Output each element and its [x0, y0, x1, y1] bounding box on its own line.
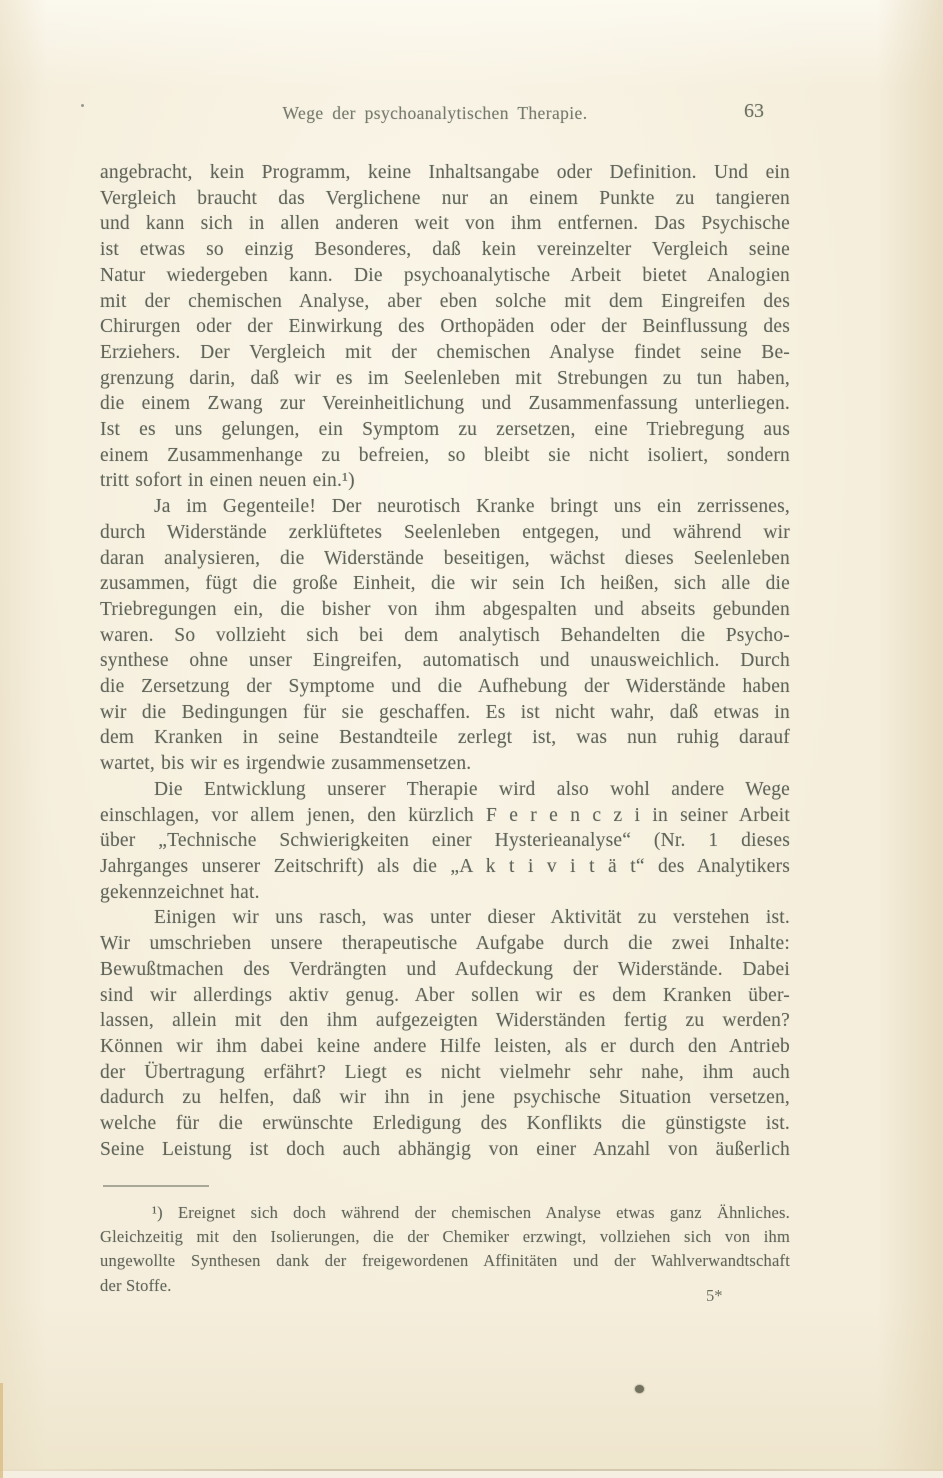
text-line: Jahrganges unserer Zeitschrift) als die „A k t i v i t ä t“ des Analytikers	[100, 855, 790, 877]
text-line: welche für die erwünschte Erledigung des Konflikts die günstigste ist.	[100, 1113, 790, 1135]
page-header	[80, 103, 790, 124]
text-line: ungewollte Synthesen dank der freigewordenen Affinitäten und der Wahlverwandtschaft	[100, 1251, 790, 1271]
text-line: wartet, bis wir es irgendwie zusammensetzen.	[100, 753, 472, 775]
text-line: dem Kranken in seine Bestandteile zerlegt ist, was nun ruhig darauf	[100, 727, 790, 749]
text-line: synthese ohne unser Eingreifen, automatisch und unausweichlich. Durch	[100, 650, 790, 672]
underlying-page-edge	[0, 1383, 3, 1478]
text-line: durch Widerstände zerklüftetes Seelenleben entgegen, und während wir	[100, 521, 790, 543]
text-line: und kann sich in allen anderen weit von ihm entfernen. Das Psychische	[100, 213, 790, 235]
text-line: Ja im Gegenteile! Der neurotisch Kranke bringt uns ein zerrissenes,	[154, 496, 790, 518]
text-line: sind wir allerdings aktiv genug. Aber sollen wir es dem Kranken über-	[100, 984, 790, 1006]
text-line: Vergleich braucht das Verglichene nur an einem Punkte zu tangieren	[100, 187, 790, 209]
page-number: 63	[744, 100, 764, 122]
text-line: einem Zusammenhange zu befreien, so bleibt sie nicht isoliert, sondern	[100, 444, 790, 466]
text-line: Chirurgen oder der Einwirkung des Orthopäden oder der Beinflussung des	[100, 316, 790, 338]
text-line: gekennzeichnet hat.	[100, 881, 260, 903]
text-line: Natur wiedergeben kann. Die psychoanalytische Arbeit bietet Analogien	[100, 264, 790, 286]
body-text	[100, 160, 790, 1162]
text-line: angebracht, kein Programm, keine Inhaltsangabe oder Definition. Und ein	[100, 162, 790, 183]
text-line: einschlagen, vor allem jenen, den kürzlich F e r e n c z i in seiner Arbeit	[100, 804, 790, 826]
text-line: lassen, allein mit den ihm aufgezeigten Widerständen fertig zu werden?	[100, 1010, 790, 1032]
text-line: Bewußtmachen des Verdrängten und Aufdeckung der Widerstände. Dabei	[100, 958, 790, 980]
text-line: die einem Zwang zur Vereinheitlichung und Zusammenfassung unterliegen.	[100, 393, 790, 415]
text-line: Gleichzeitig mit den Isolierungen, die der Chemiker erzwingt, vollziehen sich von ihm	[100, 1227, 790, 1247]
text-line: Die Entwicklung unserer Therapie wird also wohl andere Wege	[154, 778, 790, 800]
text-line: daran analysieren, die Widerstände beseitigen, wächst dieses Seelenleben	[100, 547, 790, 569]
footnote-separator-rule	[103, 1185, 209, 1187]
printer-signature-mark: 5*	[706, 1286, 723, 1305]
text-line: der Stoffe.	[100, 1275, 172, 1295]
text-line: Erziehers. Der Vergleich mit der chemischen Analyse findet seine Be-	[100, 341, 790, 363]
text-line: Seine Leistung ist doch auch abhängig von einer Anzahl von äußerlich	[100, 1138, 790, 1160]
text-line: zusammen, fügt die große Einheit, die wir sein Ich heißen, sich alle die	[100, 573, 790, 595]
text-line: ist etwas so einzig Besonderes, daß kein vereinzelter Vergleich seine	[100, 239, 790, 261]
text-line: grenzung darin, daß wir es im Seelenleben mit Strebungen zu tun haben,	[100, 367, 790, 389]
text-line: Einigen wir uns rasch, was unter dieser Aktivität zu verstehen ist.	[154, 907, 790, 929]
text-line: Wir umschrieben unsere therapeutische Aufgabe durch die zwei Inhalte:	[100, 933, 790, 955]
text-line: tritt sofort in einen neuen ein.¹)	[100, 470, 355, 492]
text-line: Können wir ihm dabei keine andere Hilfe leisten, als er durch den Antrieb	[100, 1035, 790, 1057]
text-line: die Zersetzung der Symptome und die Aufhebung der Widerstände haben	[100, 676, 790, 698]
footnote-text	[100, 1201, 790, 1298]
text-line: dadurch zu helfen, daß wir ihn in jene psychische Situation versetzen,	[100, 1087, 790, 1109]
text-line: der Übertragung erfährt? Liegt es nicht vielmehr sehr nahe, ihm auch	[100, 1061, 790, 1083]
page-edge-strip	[0, 1471, 943, 1478]
running-title: Wege der psychoanalytischen Therapie.	[282, 103, 588, 123]
text-line: ¹) Ereignet sich doch während der chemischen Analyse etwas ganz Ähnliches.	[152, 1203, 790, 1222]
text-line: waren. So vollzieht sich bei dem analytisch Behandelten die Psycho-	[100, 624, 790, 646]
text-line: mit der chemischen Analyse, aber eben solche mit dem Eingreifen des	[100, 290, 790, 312]
text-line: wir die Bedingungen für sie geschaffen. Es ist nicht wahr, daß etwas in	[100, 701, 790, 723]
text-line: Ist es uns gelungen, ein Symptom zu zersetzen, eine Triebregung aus	[100, 419, 790, 441]
text-line: über „Technische Schwierigkeiten einer Hysterieanalyse“ (Nr. 1 dieses	[100, 830, 790, 852]
text-line: Triebregungen ein, die bisher von ihm abgespalten und abseits gebunden	[100, 598, 790, 620]
ink-blot	[635, 1385, 644, 1393]
ink-speck	[81, 104, 84, 107]
